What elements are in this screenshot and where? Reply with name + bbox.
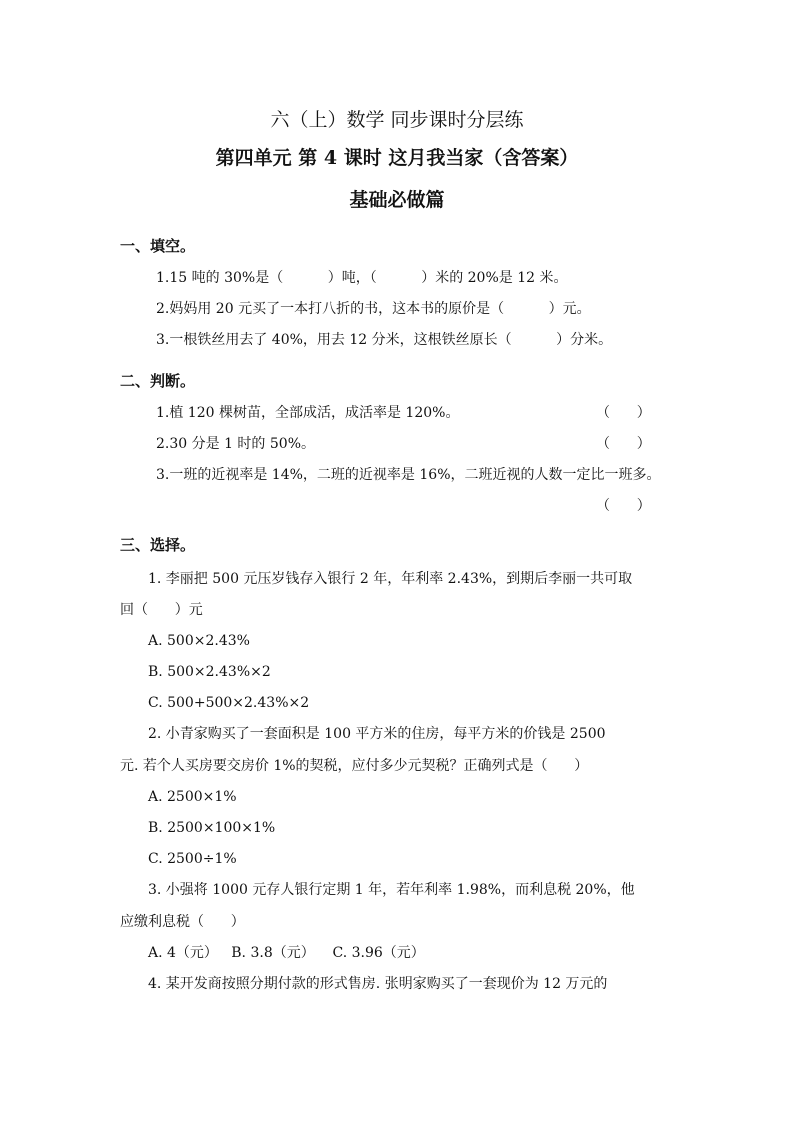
choice-question-3-options: A. 4（元） B. 3.8（元） C. 3.96（元）	[148, 945, 425, 961]
choice-question-1-option-c: C. 500+500×2.43%×2	[148, 695, 310, 711]
judge-question-1: 1.植 120 棵树苗，全部成活，成活率是 120%。	[156, 405, 460, 421]
choice-question-2-line-2: 元. 若个人买房要交房价 1%的契税，应付多少元契税？正确列式是（ ）	[120, 758, 589, 774]
choice-question-1-option-a: A. 500×2.43%	[148, 633, 250, 649]
choice-question-1-line-2: 回（ ）元	[120, 602, 203, 618]
page-title: 六（上）数学 同步课时分层练	[270, 109, 524, 131]
part-heading: 基础必做篇	[349, 189, 445, 211]
judge-question-3: 3.一班的近视率是 14%，二班的近视率是 16%，二班近视的人数一定比一班多。	[156, 467, 661, 483]
choice-question-2-option-b: B. 2500×100×1%	[148, 820, 276, 836]
choice-question-1-line-1: 1. 李丽把 500 元压岁钱存入银行 2 年，年利率 2.43%，到期后李丽一共可取	[148, 571, 633, 587]
section-heading-choice: 三、选择。	[120, 536, 196, 554]
choice-question-2-option-c: C. 2500÷1%	[148, 851, 237, 867]
section-heading-judge: 二、判断。	[120, 372, 196, 390]
section-heading-fill: 一、填空。	[120, 237, 196, 255]
choice-question-3-line-1: 3. 小强将 1000 元存人银行定期 1 年，若年利率 1.98%，而利息税 20%，他	[148, 882, 635, 898]
choice-question-1-option-b: B. 500×2.43%×2	[148, 664, 271, 680]
fill-question-1: 1.15 吨的 30%是（ ）吨，（ ）米的 20%是 12 米。	[156, 270, 568, 286]
judge-question-2: 2.30 分是 1 时的 50%。	[156, 436, 315, 452]
fill-question-3: 3.一根铁丝用去了 40%，用去 12 分米，这根铁丝原长（ ）分米。	[156, 332, 613, 348]
judge-answer-blank-3: （ ）	[596, 498, 651, 514]
fill-question-2: 2.妈妈用 20 元买了一本打八折的书，这本书的原价是（ ）元。	[156, 301, 591, 317]
choice-question-2-option-a: A. 2500×1%	[148, 789, 237, 805]
choice-question-2-line-1: 2. 小青家购买了一套面积是 100 平方米的住房，每平方米的价钱是 2500	[148, 726, 606, 742]
judge-answer-blank-2: （ ）	[596, 436, 651, 452]
lesson-subtitle: 第四单元 第 4 课时 这月我当家（含答案）	[215, 147, 579, 169]
judge-answer-blank-1: （ ）	[596, 405, 651, 421]
choice-question-3-line-2: 应缴利息税（ ）	[120, 914, 245, 930]
choice-question-4-line-1: 4. 某开发商按照分期付款的形式售房. 张明家购买了一套现价为 12 万元的	[148, 976, 608, 992]
